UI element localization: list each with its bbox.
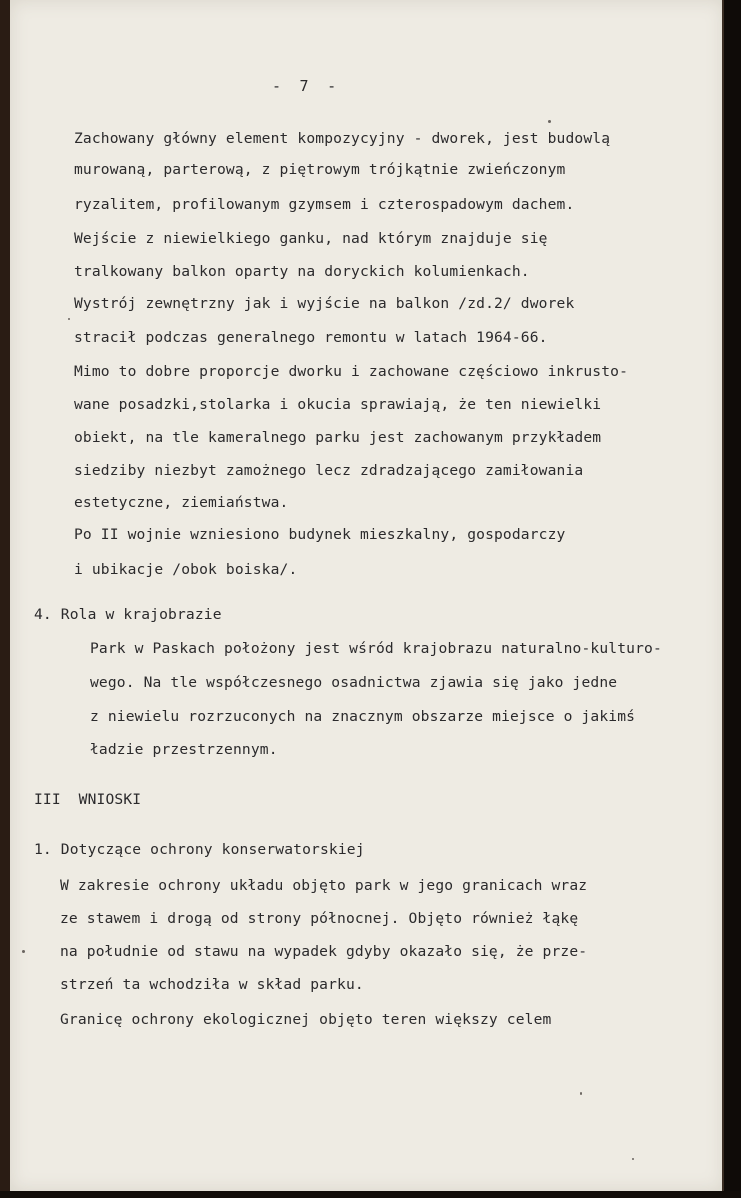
- paper-speck: [548, 120, 551, 123]
- page-edge-shadow: [722, 0, 741, 1198]
- text-line: Granicę ochrony ekologicznej objęto teren większy celem: [60, 1011, 552, 1028]
- paper-speck: [632, 1158, 634, 1160]
- text-line: Po II wojnie wzniesiono budynek mieszkalny, gospodarczy: [74, 526, 566, 543]
- text-line: ryzalitem, profilowanym gzymsem i czterospadowym dachem.: [74, 196, 575, 213]
- text-line: na południe od stawu na wypadek gdyby okazało się, że prze-: [60, 943, 588, 960]
- text-line: ładzie przestrzennym.: [90, 741, 278, 758]
- paper-speck: [68, 318, 70, 320]
- text-line: i ubikacje /obok boiska/.: [74, 561, 298, 578]
- text-line: Wejście z niewielkiego ganku, nad którym znajduje się: [74, 230, 548, 247]
- page-number: - 7 -: [272, 77, 337, 95]
- section-heading: 1. Dotyczące ochrony konserwatorskiej: [34, 841, 365, 858]
- text-line: W zakresie ochrony układu objęto park w jego granicach wraz: [60, 877, 588, 894]
- text-line: stracił podczas generalnego remontu w latach 1964-66.: [74, 329, 548, 346]
- text-line: obiekt, na tle kameralnego parku jest zachowanym przykładem: [74, 429, 602, 446]
- text-line: z niewielu rozrzuconych na znacznym obszarze miejsce o jakimś: [90, 708, 636, 725]
- text-line: strzeń ta wchodziła w skład parku.: [60, 976, 364, 993]
- chapter-heading: III WNIOSKI: [34, 791, 142, 808]
- text-line: wane posadzki,stolarka i okucia sprawiają, że ten niewielki: [74, 396, 602, 413]
- text-line: wego. Na tle współczesnego osadnictwa zjawia się jako jedne: [90, 674, 618, 691]
- paper-speck: [580, 1092, 582, 1095]
- text-line: estetyczne, ziemiaństwa.: [74, 494, 289, 511]
- text-line: Zachowany główny element kompozycyjny - dworek, jest budowlą: [74, 130, 611, 147]
- text-line: siedziby niezbyt zamożnego lecz zdradzającego zamiłowania: [74, 462, 584, 479]
- page-bottom-edge: [0, 1191, 741, 1198]
- text-line: tralkowany balkon oparty na doryckich kolumienkach.: [74, 263, 530, 280]
- text-line: murowaną, parterową, z piętrowym trójkątnie zwieńczonym: [74, 161, 566, 178]
- paper-speck: [22, 950, 25, 953]
- document-page: [10, 0, 724, 1191]
- text-line: Park w Paskach położony jest wśród krajobrazu naturalno-kulturo-: [90, 640, 662, 657]
- text-line: Mimo to dobre proporcje dworku i zachowane częściowo inkrusto-: [74, 363, 629, 380]
- text-line: ze stawem i drogą od strony północnej. Objęto również łąkę: [60, 910, 579, 927]
- text-line: Wystrój zewnętrzny jak i wyjście na balkon /zd.2/ dworek: [74, 295, 575, 312]
- section-heading: 4. Rola w krajobrazie: [34, 606, 222, 623]
